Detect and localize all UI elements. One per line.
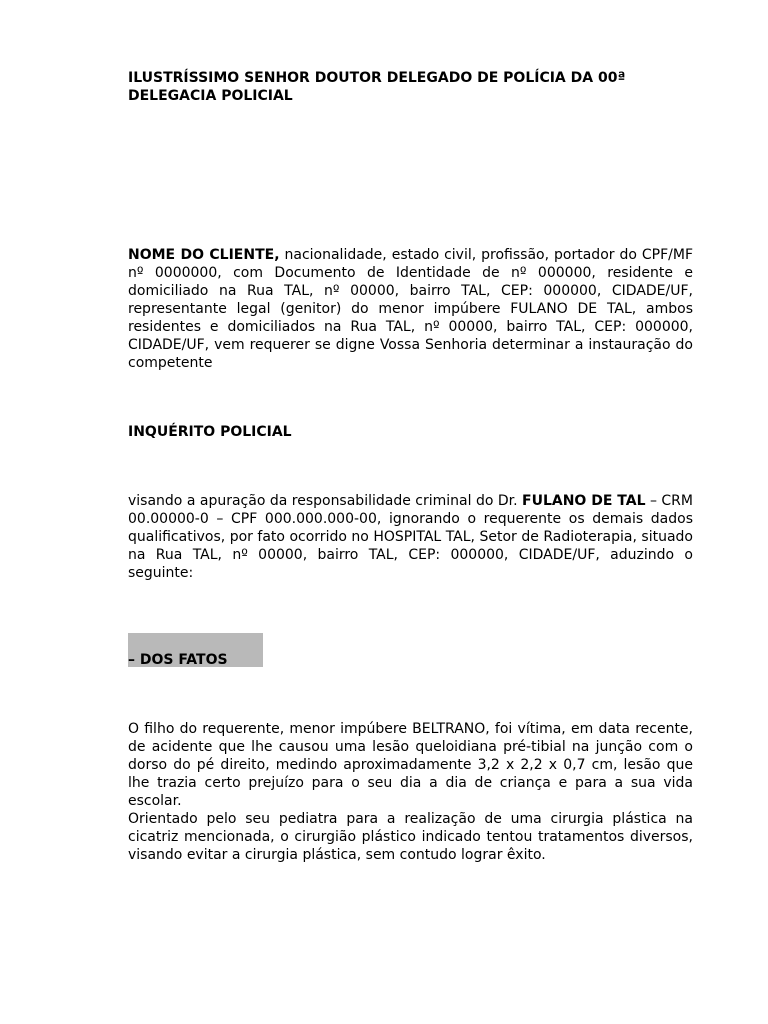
inquerito-heading: INQUÉRITO POLICIAL — [128, 424, 292, 440]
client-name: NOME DO CLIENTE, — [128, 247, 280, 263]
visando-paragraph — [128, 492, 693, 582]
addressee-line-1: ILUSTRÍSSIMO SENHOR DOUTOR DELEGADO DE POLÍCIA DA 00ª — [128, 70, 626, 86]
addressee-line-2: DELEGACIA POLICIAL — [128, 88, 293, 104]
accused-name: FULANO DE TAL — [522, 493, 646, 509]
addressee-heading — [128, 69, 693, 105]
visando-text-before: visando a apuração da responsabilidade criminal do Dr. — [128, 493, 523, 509]
intro-text: nacionalidade, estado civil, profissão, portador do CPF/MF nº 0000000, com Documento de Identidade de nº 000000, residente e domiciliado na Rua TAL, nº 00000, bairro TAL, CEP: 000000, CIDADE/UF, representante legal (genitor) do menor impúbere FULANO DE TAL, ambos residentes e domiciliados na Rua TAL, nº 00000, bairro TAL, CEP: 000000, CIDADE/UF, vem requerer se digne Vossa Senhoria determinar a instauração do competente — [128, 247, 694, 371]
intro-paragraph — [128, 246, 693, 372]
visando-text-after: – CRM 00.00000-0 – CPF 000.000.000-00, ignorando o requerente os demais dados qualificativos, por fato ocorrido no HOSPITAL TAL, Setor de Radioterapia, situado na Rua TAL, nº 00000, bairro TAL, CEP: 000000, CIDADE/UF, aduzindo o seguinte: — [128, 493, 693, 581]
fatos-paragraph-1: O filho do requerente, menor impúbere BELTRANO, foi vítima, em data recente, de acidente que lhe causou uma lesão queloidiana pré-tibial na junção com o dorso do pé direito, medindo aproximadamente 3,2 x 2,2 x 0,7 cm, lesão que lhe trazia certo prejuízo para o seu dia a dia de criança e para a sua vida escolar. — [128, 721, 693, 809]
section-title-fatos: – DOS FATOS — [128, 652, 228, 668]
fatos-paragraph-2: Orientado pelo seu pediatra para a realização de uma cirurgia plástica na cicatriz mencionada, o cirurgião plástico indicado tentou tratamentos diversos, visando evitar a cirurgia plástica, sem contudo lograr êxito. — [128, 811, 693, 863]
